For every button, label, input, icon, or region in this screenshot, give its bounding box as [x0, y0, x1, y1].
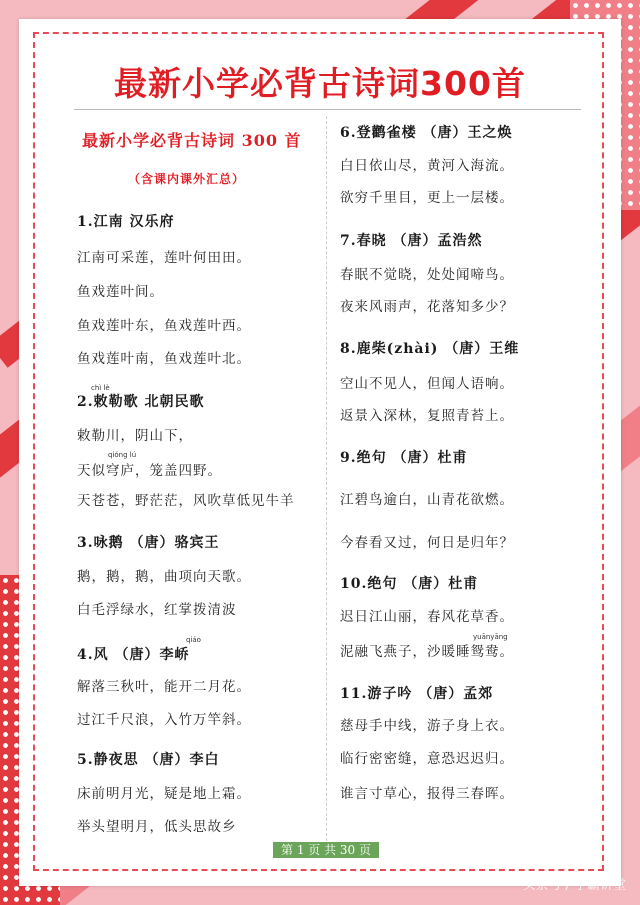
- document-note: （含课内课外汇总）: [128, 172, 246, 186]
- pinyin-annotation: chì lè: [91, 384, 110, 392]
- poem-line: 白日依山尽，黄河入海流。: [340, 158, 514, 174]
- poem-line: 天苍苍，野茫茫，风吹草低见牛羊: [77, 493, 295, 509]
- poem-heading: 6.登鹳雀楼 （唐）王之焕: [340, 125, 513, 141]
- poem-line: 鱼戏莲叶南，鱼戏莲叶北。: [77, 351, 251, 367]
- poem-heading: 9.绝句 （唐）杜甫: [340, 450, 468, 466]
- poem-line: 夜来风雨声，花落知多少？: [340, 299, 514, 315]
- poem-line: 床前明月光，疑是地上霜。: [77, 786, 251, 802]
- poem-line: 解落三秋叶，能开二月花。: [77, 679, 251, 695]
- poem-line: 举头望明月，低头思故乡: [77, 819, 237, 835]
- poem-line: 过江千尺浪，入竹万竿斜。: [77, 712, 251, 728]
- poem-line: 欲穷千里目，更上一层楼。: [340, 190, 514, 206]
- document-subtitle: 最新小学必背古诗词 300 首: [82, 131, 302, 150]
- poem-heading: 2.敕勒歌 北朝民歌: [77, 394, 205, 410]
- poem-line: 鹅，鹅，鹅，曲项向天歌。: [77, 569, 251, 585]
- poem-line: 泥融飞燕子，沙暖睡鸳鸯。: [340, 644, 514, 660]
- poem-line: 返景入深林，复照青苔上。: [340, 408, 514, 424]
- poem-heading: 3.咏鹅 （唐）骆宾王: [77, 535, 220, 551]
- poem-line: 敕勒川，阴山下，: [77, 428, 193, 444]
- page-indicator: 第 1 页 共 30 页: [273, 842, 379, 858]
- poem-line: 白毛浮绿水，红掌拨清波: [77, 602, 237, 618]
- poem-line: 江南可采莲，莲叶何田田。: [77, 250, 251, 266]
- page-title: 最新小学必背古诗词300首: [114, 64, 526, 103]
- poem-line: 谁言寸草心，报得三春晖。: [340, 786, 514, 802]
- column-divider: [326, 116, 327, 856]
- title-divider: [74, 109, 581, 110]
- poem-line: 春眠不觉晓，处处闻啼鸟。: [340, 267, 514, 283]
- poem-heading: 10.绝句 （唐）杜甫: [340, 576, 479, 592]
- poem-line: 空山不见人，但闻人语响。: [340, 376, 514, 392]
- watermark: 头条号 / 学霸讲堂: [522, 878, 626, 893]
- poem-heading: 8.鹿柴(zhài) （唐）王维: [340, 341, 520, 357]
- poem-heading: 11.游子吟 （唐）孟郊: [340, 686, 494, 702]
- poem-heading: 1.江南 汉乐府: [77, 214, 175, 230]
- poem-heading: 4.风 （唐）李峤: [77, 647, 190, 663]
- poem-line: 鱼戏莲叶东，鱼戏莲叶西。: [77, 318, 251, 334]
- poem-line: 今春看又过，何日是归年？: [340, 535, 514, 551]
- poem-line: 迟日江山丽，春风花草香。: [340, 609, 514, 625]
- poem-line: 江碧鸟逾白，山青花欲燃。: [340, 492, 514, 508]
- poem-heading: 5.静夜思 （唐）李白: [77, 752, 220, 768]
- pinyin-annotation: qiáo: [186, 636, 201, 644]
- pinyin-annotation: yuānyāng: [473, 633, 508, 641]
- poem-heading: 7.春晓 （唐）孟浩然: [340, 233, 483, 249]
- poem-line: 天似穹庐，笼盖四野。: [77, 463, 222, 479]
- poem-line: 鱼戏莲叶间。: [77, 284, 164, 300]
- poem-line: 临行密密缝，意恐迟迟归。: [340, 751, 514, 767]
- poem-line: 慈母手中线，游子身上衣。: [340, 718, 514, 734]
- pinyin-annotation: qióng lú: [108, 451, 137, 459]
